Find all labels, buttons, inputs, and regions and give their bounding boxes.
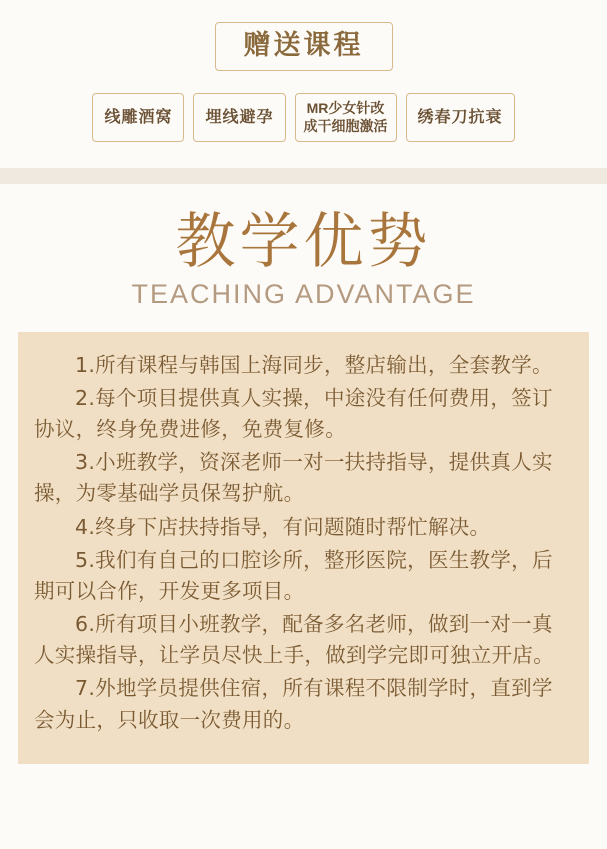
gift-course-item: 线雕酒窝 [92,93,184,142]
gift-course-list [0,93,607,142]
gift-course-item-line: MR少女针改 [306,100,385,116]
gift-course-section [0,0,607,168]
gift-course-title: 赠送课程 [215,22,393,71]
gift-course-item: 绣春刀抗衰 [406,93,515,142]
section-divider [0,168,607,184]
advantage-item: 6.所有项目小班教学，配备多名老师，做到一对一真人实操指导，让学员尽快上手，做到学完即可独立开店。 [34,612,554,668]
gift-course-item: 埋线避孕 [193,93,285,142]
teaching-advantage-heading [0,184,607,332]
heading-english: TEACHING ADVANTAGE [131,278,476,309]
advantage-item: 4.终身下店扶持指导，有问题随时帮忙解决。 [75,514,491,539]
gift-course-item [295,93,397,142]
advantages-panel [18,332,589,764]
advantage-item: 5.我们有自己的口腔诊所，整形医院，医生教学，后期可以合作，开发更多项目。 [34,547,553,603]
advantage-item: 1.所有课程与韩国上海同步，整店输出，全套教学。 [75,352,553,377]
heading-chinese: 教学优势 [175,207,432,277]
advantage-item: 3.小班教学，资深老师一对一扶持指导，提供真人实操，为零基础学员保驾护航。 [34,450,553,506]
advantage-item: 7.外地学员提供住宿，所有课程不限制学时，直到学会为止，只收取一次费用的。 [34,676,553,732]
gift-title-row [0,22,607,71]
advantage-item: 2.每个项目提供真人实操，中途没有任何费用，签订协议，终身免费进修，免费复修。 [34,385,553,442]
gift-course-item-line: 成干细胞激活 [303,117,388,134]
